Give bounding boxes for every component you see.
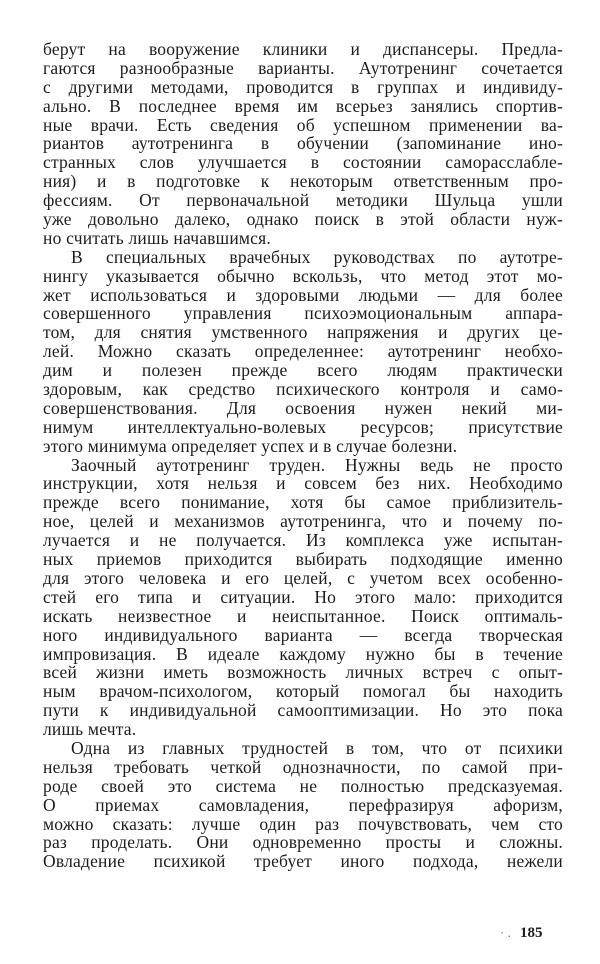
paragraph	[43, 739, 563, 871]
text-line: совершенствования. Для освоения нужен некий ми-	[43, 397, 563, 418]
text-line: для этого человека и его целей, с учетом всех особенно-	[43, 567, 563, 588]
text-line: странных слов улучшается в состоянии саморасслабле-	[43, 152, 563, 173]
text-line: ным врачом-психологом, который помогал бы находить	[43, 681, 563, 702]
page-number: 185	[520, 925, 543, 941]
paragraph	[43, 40, 563, 248]
text-line: гаются разнообразные варианты. Аутотренинг сочетается	[43, 57, 563, 78]
text-line: ния) и в подготовке к некоторым ответственным про-	[43, 171, 563, 192]
text-line: стей его типа и ситуации. Но этого мало: приходится	[43, 586, 563, 607]
text-line: здоровым, как средство психического контроля и само-	[43, 379, 563, 400]
text-line: Заочный аутотренинг труден. Нужны ведь не просто	[71, 454, 563, 475]
text-line: импровизация. В идеале каждому нужно бы в течение	[43, 643, 563, 664]
paragraph	[43, 248, 563, 456]
text-line: берут на вооружение клиники и диспансеры. Предла-	[43, 39, 563, 59]
text-line: но считать лишь начавшимся.	[43, 227, 271, 248]
text-line: Овладение психикой требует иного подхода, нежели	[43, 851, 563, 872]
text-line: лей. Можно сказать определеннее: аутотренинг необхо-	[43, 341, 563, 362]
text-line: раз проделать. Они одновременно просты и сложны.	[43, 832, 563, 853]
text-line: можно сказать: лучше один раз почувствовать, чем сто	[43, 813, 563, 834]
text-line: Одна из главных трудностей в том, что от психики	[71, 737, 563, 758]
scan-speck: · .	[500, 925, 511, 940]
text-line: прежде всего понимание, хотя бы самое приблизитель-	[43, 492, 563, 513]
text-line: жет использоваться и здоровыми людьми — для более	[43, 284, 563, 305]
paragraph	[43, 456, 563, 739]
text-line: лишь мечта.	[43, 719, 137, 740]
text-line: с другими методами, проводится в группах и индивиду-	[43, 76, 563, 97]
text-line: инструкции, хотя нельзя и совсем без них. Необходимо	[43, 473, 563, 494]
text-line: уже довольно далеко, однако поиск в этой области нуж-	[43, 209, 563, 230]
text-line: ные врачи. Есть сведения об успешном применении ва-	[43, 114, 563, 135]
text-line: ное, целей и механизмов аутотренинга, что и почему по-	[43, 511, 563, 532]
text-line: ально. В последнее время им всерьез занялись спортив-	[43, 95, 563, 116]
text-line: ного индивидуального варианта — всегда творческая	[43, 624, 563, 645]
text-line: пути к индивидуальной самооптимизации. Но это пока	[43, 700, 563, 721]
text-line: фессиям. От первоначальной методики Шульца ушли	[43, 190, 563, 211]
text-line: дим и полезен прежде всего людям практически	[43, 360, 563, 381]
book-page-text	[43, 40, 563, 871]
text-line: ных приемов приходится выбирать подходящие именно	[43, 549, 563, 570]
text-line: В специальных врачебных руководствах по аутотре-	[71, 246, 563, 267]
text-line: О приемах самовладения, перефразируя афоризм,	[43, 794, 563, 815]
text-line: нингу указывается обычно вскользь, что метод этот мо-	[43, 265, 563, 286]
text-line: лучается и не получается. Из комплекса уже испытан-	[43, 530, 563, 551]
text-line: риантов аутотренинга в обучении (запоминание ино-	[43, 133, 563, 154]
text-line: всей жизни иметь возможность личных встреч с опыт-	[43, 662, 563, 683]
text-line: нимум интеллектуально-волевых ресурсов; присутствие	[43, 416, 563, 437]
text-line: искать неизвестное и неиспытанное. Поиск оптималь-	[43, 605, 563, 626]
text-line: том, для снятия умственного напряжения и других це-	[43, 322, 563, 343]
text-line: роде своей это система не полностью предсказуемая.	[43, 775, 563, 796]
text-line: нельзя требовать четкой однозначности, по самой при-	[43, 756, 563, 777]
text-line: совершенного управления психоэмоциональным аппара-	[43, 303, 563, 324]
text-line: этого минимума определяет успех и в случае болезни.	[43, 435, 458, 456]
